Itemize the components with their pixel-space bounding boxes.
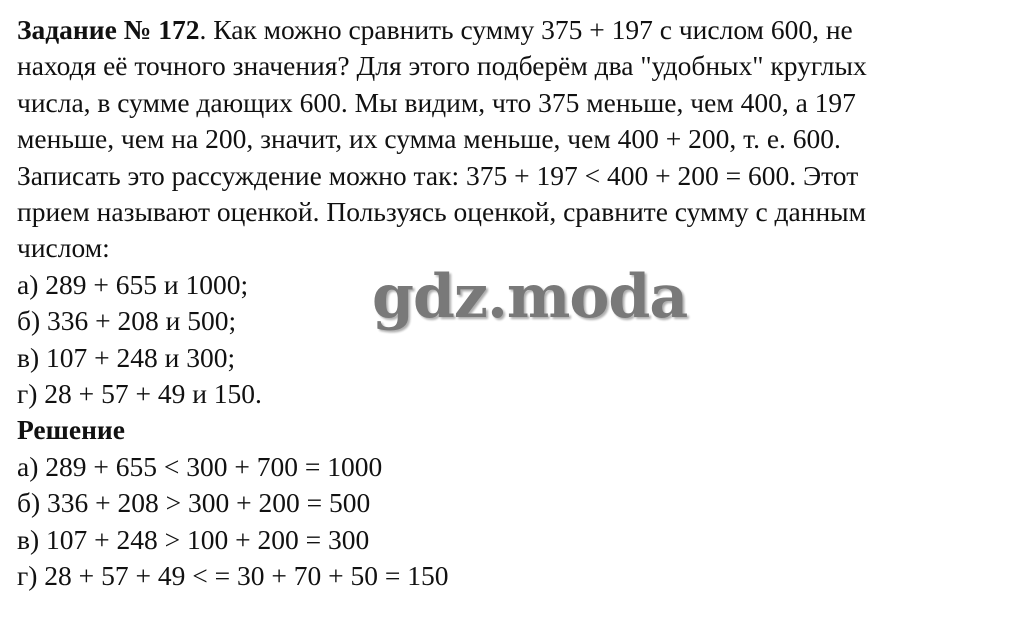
solution-item-g: г) 28 + 57 + 49 < = 30 + 70 + 50 = 150: [17, 560, 449, 592]
solution-item-v: в) 107 + 248 > 100 + 200 = 300: [17, 523, 370, 555]
solution-item-a: а) 289 + 655 < 300 + 700 = 1000: [17, 450, 383, 482]
task-text-line: числом:: [17, 232, 110, 264]
solution-item-b: б) 336 + 208 > 300 + 200 = 500: [17, 487, 371, 519]
solution-heading: Решение: [17, 414, 125, 446]
task-text-line: числа, в сумме дающих 600. Мы видим, что 375 меньше, чем 400, а 197: [17, 86, 856, 118]
task-item-v: в) 107 + 248 и 300;: [17, 341, 236, 373]
task-text-line: находя её точного значения? Для этого подберём два "удобных" круглых: [17, 50, 867, 82]
task-item-g: г) 28 + 57 + 49 и 150.: [17, 378, 262, 410]
task-text-line: Записать это рассуждение можно так: 375 + 197 < 400 + 200 = 600. Этот: [17, 159, 859, 191]
task-label: Задание № 172: [17, 14, 200, 45]
task-first-line: [17, 12, 1027, 48]
task-text-line: меньше, чем на 200, значит, их сумма меньше, чем 400 + 200, т. е. 600.: [17, 123, 841, 155]
document-body: [17, 12, 1027, 595]
watermark-logo: gdz.moda: [372, 262, 688, 332]
task-item-b: б) 336 + 208 и 500;: [17, 305, 237, 337]
task-text-line: . Как можно сравнить сумму 375 + 197 с числом 600, не: [199, 14, 853, 45]
task-text-line: прием называют оценкой. Пользуясь оценкой, сравните сумму с данным: [17, 196, 867, 228]
task-item-a: а) 289 + 655 и 1000;: [17, 268, 249, 300]
